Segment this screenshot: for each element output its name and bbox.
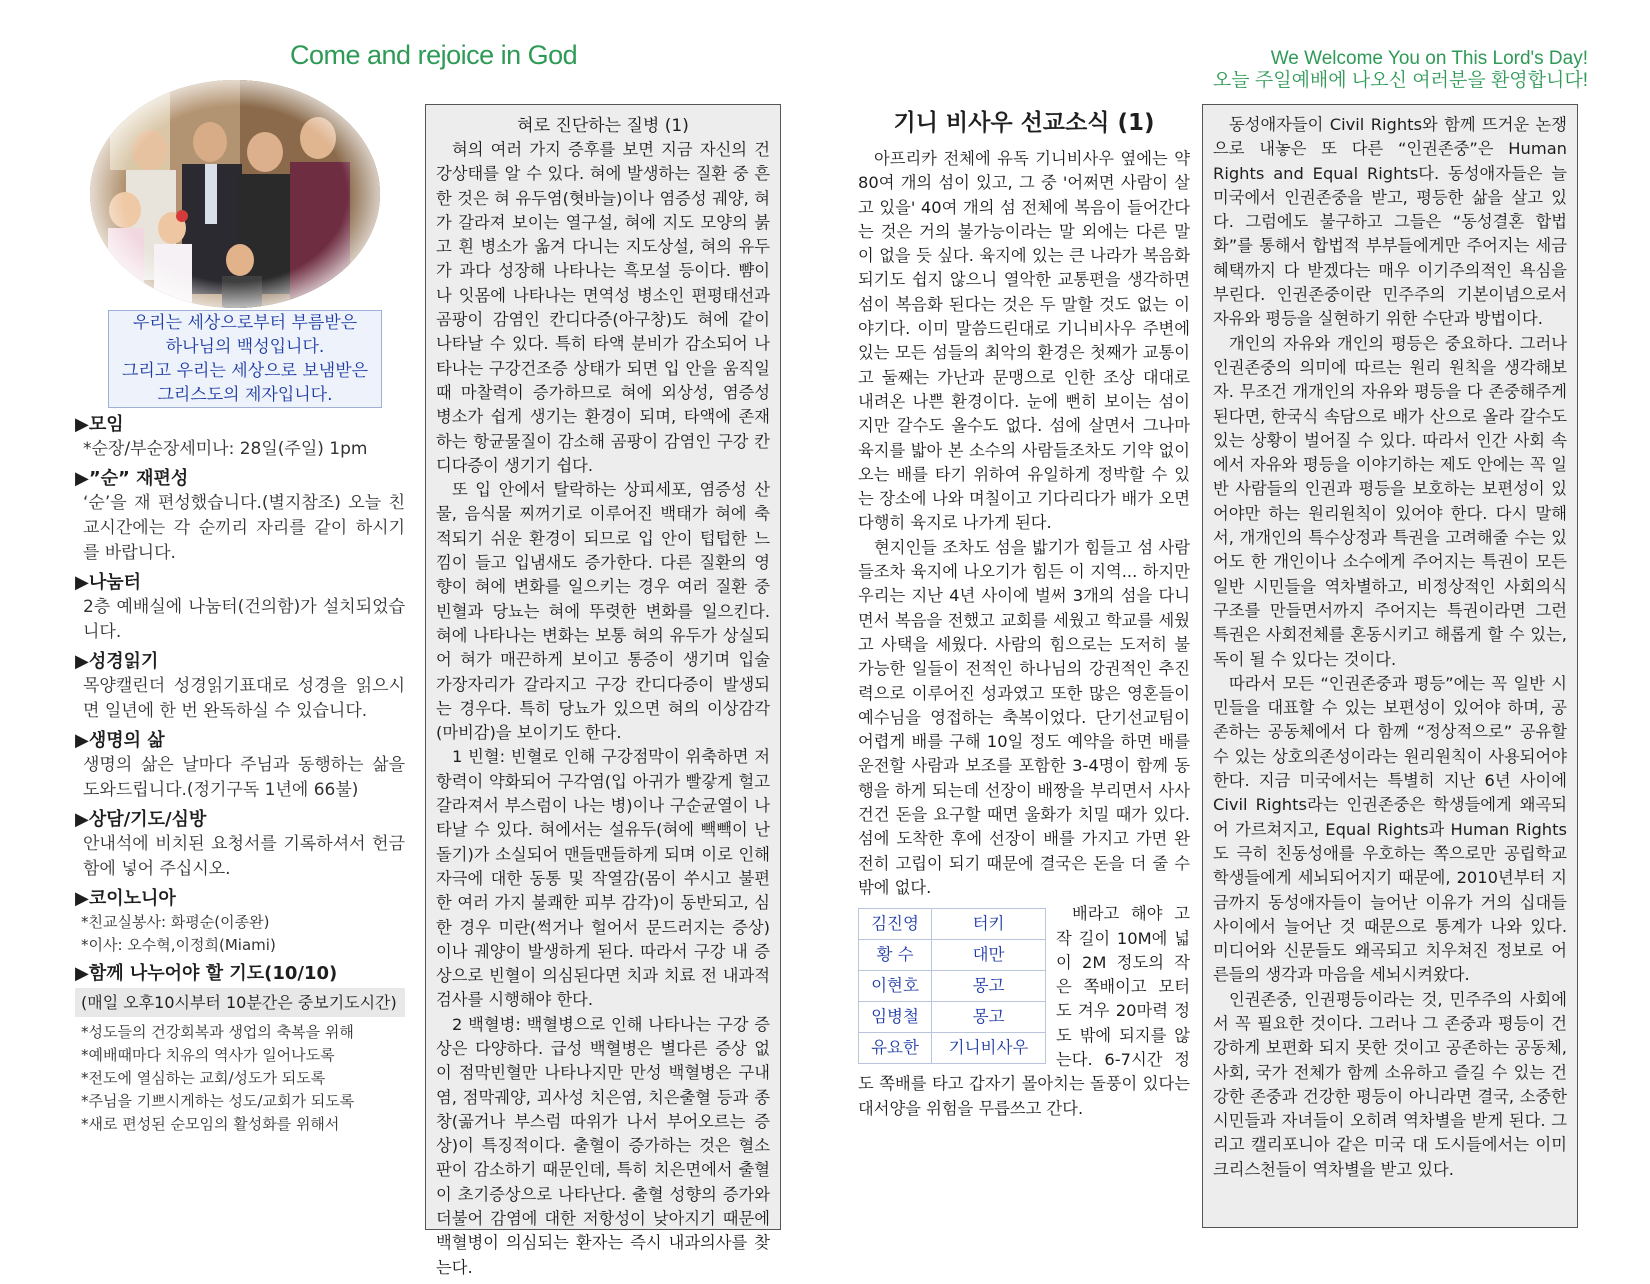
notice-body-soon: ‘순’을 재 편성했습니다.(별지참조) 오늘 친교시간에는 각 순끼리 자리를 같이 하시기를 바랍니다.	[83, 493, 405, 563]
table-row	[859, 940, 1046, 971]
table-row	[859, 1033, 1046, 1064]
missionary-place: 몽고	[932, 1002, 1046, 1033]
paragraph: 현지인들 조차도 섬을 밟기가 힘들고 섬 사람들조차 육지에 나오기가 힘든 이 지역... 하지만 우리는 지난 4년 사이에 벌써 3개의 섬을 다니면서 복음을 전했고 교회를 세웠고 학교를 세웠고 사택을 세웠다. 사람의 힘으로는 도저히 불가능한 일들이 전적인 하나님의 강권적인 추진력으로 이루어진 성과였고 또한 많은 영혼들이 예수님을 영접하는 축복이었다. 단기선교팀이 어렵게 배를 구해 10일 정도 예약을 하면 배를 운전할 사람과 보조를 포함한 3-4명이 함께 동행을 하게 되는데 선장이 배짱을 부리면서 사사건건 돈을 요구할 때면 울화가 치밀 때가 있다. 섬에 도착한 후에 선장이 배를 가지고 가면 완전히 고립이 되기 때문에 결국은 돈을 더 줄 수밖에 없다.	[858, 537, 1190, 897]
header-left-title: Come and rejoice in God	[290, 40, 578, 70]
missionary-name: 이현호	[859, 971, 932, 1002]
health-article-title: 혀로 진단하는 질병 (1)	[517, 116, 689, 136]
prayer-item: *주님을 기쁘시게하는 성도/교회가 되도록	[81, 1092, 355, 1110]
table-row	[859, 971, 1046, 1002]
missionary-name: 황 수	[859, 940, 932, 971]
family-photo-illustration	[90, 80, 380, 308]
rights-article-body	[1213, 113, 1567, 1182]
paragraph: 1 빈혈: 빈혈로 인해 구강점막이 위축하면 저항력이 약화되어 구각염(입 아귀가 빨갛게 헐고 갈라져서 부스럼이 나는 병)이나 구순균열이 나타날 수 있다. 혀에서는 설유두(혀에 빽빽이 난 돌기)가 소실되어 맨들맨들하게 되며 이로 인해 자극에 대한 동통 및 작열감(몸이 쑤시고 불편한 여러 가지 불쾌한 피부 감각)이 동반되고, 심한 경우 미란(썩거나 헐어서 문드러지는 증상)이나 궤양이 발생하게 된다. 따라서 구강 내 증상으로 빈혈이 의심된다면 치과 치료 전 내과적 검사를 시행해야 한다.	[436, 747, 770, 1010]
mission-news-title: 기니 비사우 선교소식 (1)	[893, 110, 1155, 136]
caption-line: 우리는 세상으로부터 부름받은	[132, 313, 358, 333]
koinonia-line: *이사: 오수혁,이정희(Miami)	[81, 936, 276, 954]
caption-line: 하나님의 백성입니다.	[165, 337, 325, 357]
paragraph: 따라서 모든 “인권존중과 평등”에는 꼭 일반 시민들을 대표할 수 있는 보편성이 있어야 하며, 공존하는 공동체에서 다 함께 “정상적으로” 공유할 수 있는 상호의존성이라는 원리원칙이 사용되어야 한다. 지금 미국에서는 특별히 지난 6년 사이에 Civil Rights라는 인권존중은 학생들에게 왜곡되어 가르쳐지고, Equal Rights과 Human Rights도 극히 친동성애를 우호하는 쪽으로만 공립학교 학생들에게 세뇌되어지기 때문에, 2010년부터 지금까지 동성애자들이 늘어난 이유가 거의 십대들 사이에서 늘어난 것 때문으로 통계가 나와 있다. 미디어와 신문들도 왜곡되고 치우쳐진 정보로 어른들의 생각과 마음을 세뇌시켜왔다.	[1213, 673, 1567, 985]
missionary-place: 기니비사우	[932, 1033, 1046, 1064]
notice-heading-koinonia: ▶코이노니아	[75, 888, 176, 909]
notice-body-share: 2층 예배실에 나눔터(건의함)가 설치되었습니다.	[83, 597, 405, 642]
notice-heading-soon: ▶”순” 재편성	[75, 468, 189, 489]
missionary-name: 임병철	[859, 1002, 932, 1033]
paragraph: 인권존중, 인권평등이라는 것, 민주주의 사회에서 꼭 필요한 것이다. 그러나 그 존중과 평등이 건강하게 보편화 되지 못한 것이고 공존하는 공동체, 사회, 국가 전체가 함께 소유하고 즐길 수 있는 건강한 존중과 건강한 평등이 아니라면 결국, 소중한 시민들과 자녀들이 오히려 역차별을 받게 된다. 그리고 캘리포니아 같은 미국 대 도시들에서는 이미 크리스천들이 역차별을 받고 있다.	[1213, 989, 1567, 1179]
notices-column	[75, 408, 405, 1136]
missionary-name: 유요한	[859, 1033, 932, 1064]
paragraph: 배라고 해야 고작 길이 10M에 넓이 2M 정도의 작은 쪽배이고 모터도 겨우 20마력 정도 밖에 되지를 않는다. 6-7시간 정도 쪽배를 타고 갑자기 몰아치는 돌풍이 있다는 대서양을 위험을 무릅쓰고 간다.	[858, 904, 1190, 1118]
notice-heading-prayer: ▶함께 나누어야 할 기도(10/10)	[75, 963, 338, 984]
prayer-item: *전도에 열심하는 교회/성도가 되도록	[81, 1069, 326, 1087]
paragraph: 또 입 안에서 탈락하는 상피세포, 염증성 산물, 음식물 찌꺼기로 이루어진 백태가 혀에 축적되기 쉬운 환경이 되므로 입 안이 텁텁한 느낌이 들고 입냄새도 증가한다. 다른 질환의 영향이 혀에 변화를 일으키는 경우 여러 질환 중 빈혈과 당뇨는 혀에 뚜렷한 변화를 일으킨다. 혀에 나타나는 변화는 보통 혀의 유두가 상실되어 혀가 매끈하게 보이고 통증이 생기며 입술 가장자리가 갈라지고 구강 칸디다증이 발생되는 경우다. 특히 당뇨가 있으면 혀의 이상감각(마비감)을 보이기도 한다.	[436, 480, 770, 743]
paragraph: 동성애자들이 Civil Rights와 함께 뜨거운 논쟁으로 내놓은 또 다른 “인권존중”은 Human Rights and Equal Rights다. 동성애자들은 늘 미국에서 인권존중을 받고, 평등한 삶을 살고 있다. 그럼에도 불구하고 그들은 “동성결혼 합법화”를 통해서 합법적 부부들에게만 주어지는 세금혜택까지 다 받겠다는 매우 이기주의적인 욕심을 부린다. 인권존중이란 민주주의 기본이념으로서 자유와 평등을 실현하기 위한 수단과 방법이다.	[1213, 115, 1567, 329]
mission-news-column	[858, 104, 1190, 1121]
prayer-note: (매일 오후10시부터 10분간은 중보기도시간)	[75, 988, 405, 1017]
caption-line: 그리고 우리는 세상으로 보냄받은	[121, 361, 369, 381]
missionary-place: 터키	[932, 909, 1046, 940]
notice-body-bible: 목양캘린더 성경읽기표대로 성경을 읽으시면 일년에 한 번 완독하실 수 있습니다.	[83, 676, 405, 721]
notice-heading-bible: ▶성경읽기	[75, 651, 159, 672]
notice-body-meeting: *순장/부순장세미나: 28일(주일) 1pm	[83, 439, 368, 459]
family-photo	[90, 80, 380, 308]
missionary-place: 대만	[932, 940, 1046, 971]
table-row	[859, 1002, 1046, 1033]
photo-caption	[108, 310, 382, 408]
rights-article-box	[1202, 104, 1578, 1228]
prayer-item: *예배때마다 치유의 역사가 일어나도록	[81, 1046, 335, 1064]
paragraph: 2 백혈병: 백혈병으로 인해 나타나는 구강 증상은 다양하다. 급성 백혈병은 별다른 증상 없이 점막빈혈만 나타나지만 만성 백혈병은 구내염, 점막궤양, 괴사성 치은염, 치은출혈 등과 종창(곪거나 부스럼 따위가 나서 부어오르는 증상)이 특징적이다. 출혈이 증가하는 것은 혈소판이 감소하기 때문인데, 특히 치은면에서 출혈이 초기증상으로 나타난다. 출혈 성향의 증가와 더불어 감염에 대한 저항성이 낮아지기 때문에 백혈병이 의심되는 환자는 즉시 내과의사를 찾는다.	[436, 1014, 770, 1277]
paragraph: 아프리카 전체에 유독 기니비사우 옆에는 약 80여 개의 섬이 있고, 그 중 '어쩌면 사람이 살고 있을' 40여 개의 섬 전체에 복음이 들어간다는 것은 거의 불가능이라는 말 외에는 다른 말이 없을 듯 싶다. 육지에 있는 큰 나라가 복음화되기도 쉽지 않으니 열악한 교통편을 생각하면 섬이 복음화 된다는 것은 두 말할 것도 없는 이야기다. 이미 말씀드린대로 기니비사우 주변에 있는 모든 섬들의 최악의 환경은 첫째가 교통이고 둘째는 가난과 문맹으로 인한 조상 대대로 내려온 나쁜 환경이다. 눈에 뻔히 보이는 섬이지만 갈수도 올수도 없다. 섬에 살면서 그나마 육지를 밟아 본 소수의 사람들조차도 기약 없이 오는 배를 타기 위하여 유일하게 정박할 수 있는 장소에 나와 며칠이고 기다리다가 배가 오면 다행히 육지로 나가게 된다.	[858, 149, 1190, 533]
notice-heading-counsel: ▶상담/기도/심방	[75, 809, 207, 830]
missionary-table	[858, 908, 1046, 1064]
paragraph: 혀의 여러 가지 증후를 보면 지금 자신의 건강상태를 알 수 있다. 혀에 발생하는 질환 중 흔한 것은 혀 유두염(혓바늘)이나 염증성 궤양, 혀가 갈라져 보이는 열구설, 혀에 지도 모양의 붉고 흰 병소가 옮겨 다니는 지도상설, 혀의 유두가 과다 성장해 나타나는 흑모설 등이다. 뺨이나 잇몸에 나타나는 면역성 병소인 편평태선과 곰팡이 감염인 칸디다증(아구창)도 혀에 같이 나타날 수 있다. 특히 타액 분비가 감소되어 나타나는 구강건조증 상태가 되면 입 안을 움직일 때 마찰력이 증가하므로 혀에 외상성, 염증성 병소가 쉽게 생기는 환경이 되며, 타액에 존재하는 항균물질이 감소해 곰팡이 감염인 구강 칸디다증이 생기기 쉽다.	[436, 140, 770, 475]
missionary-place: 몽고	[932, 971, 1046, 1002]
table-row	[859, 909, 1046, 940]
health-article-box	[425, 104, 781, 1277]
health-article-body	[436, 138, 770, 1280]
header-right-welcome	[1213, 48, 1588, 92]
prayer-item: *성도들의 건강회복과 생업의 축복을 위해	[81, 1023, 354, 1041]
welcome-korean: 오늘 주일예배에 나오신 여러분을 환영합니다!	[1212, 70, 1588, 91]
notice-heading-share: ▶나눔터	[75, 572, 142, 593]
paragraph: 개인의 자유와 개인의 평등은 중요하다. 그러나 인권존중의 의미에 따르는 원리 원칙을 생각해보자. 무조건 개개인의 자유와 평등을 다 존중해주게 된다면, 한국식 속담으로 배가 산으로 올라 갈수도 있는 상황이 벌어질 수 있다. 따라서 인간 사회 속에서 자유와 평등을 이야기하는 제도 안에는 꼭 일반 사람들의 인권과 평등을 보호하는 보편성이 있어야만 하는 원리원칙이 있어야 한다. 다시 말해서, 개개인의 특수상정과 특권을 고려해줄 수는 있어도 한 개인이나 소수에게 주어지는 특권이 모든 일반 시민들을 역차별하고, 비정상적인 사회의식구조를 만들면서까지 주어지는 특권이라면 그런 특권은 사회전체를 혼동시키고 해롭게 할 수 있는, 독이 될 수 있다는 것이다.	[1213, 333, 1567, 669]
notice-body-counsel: 안내석에 비치된 요청서를 기록하셔서 헌금함에 넣어 주십시오.	[83, 834, 405, 879]
notice-heading-meeting: ▶모임	[75, 414, 124, 435]
missionary-name: 김진영	[859, 909, 932, 940]
koinonia-line: *친교실봉사: 화평순(이종완)	[81, 913, 270, 931]
welcome-english: We Welcome You on This Lord's Day!	[1270, 48, 1588, 69]
notice-heading-life: ▶생명의 삶	[75, 730, 165, 751]
mission-news-body	[858, 147, 1190, 1121]
mission-wrap	[858, 902, 1190, 1121]
caption-line: 그리스도의 제자입니다.	[157, 385, 333, 405]
notice-body-life: 생명의 삶은 날마다 주님과 동행하는 삶을 도와드립니다.(정기구독 1년에 66불)	[83, 755, 405, 800]
prayer-item: *새로 편성된 순모임의 활성화를 위해서	[81, 1115, 340, 1133]
